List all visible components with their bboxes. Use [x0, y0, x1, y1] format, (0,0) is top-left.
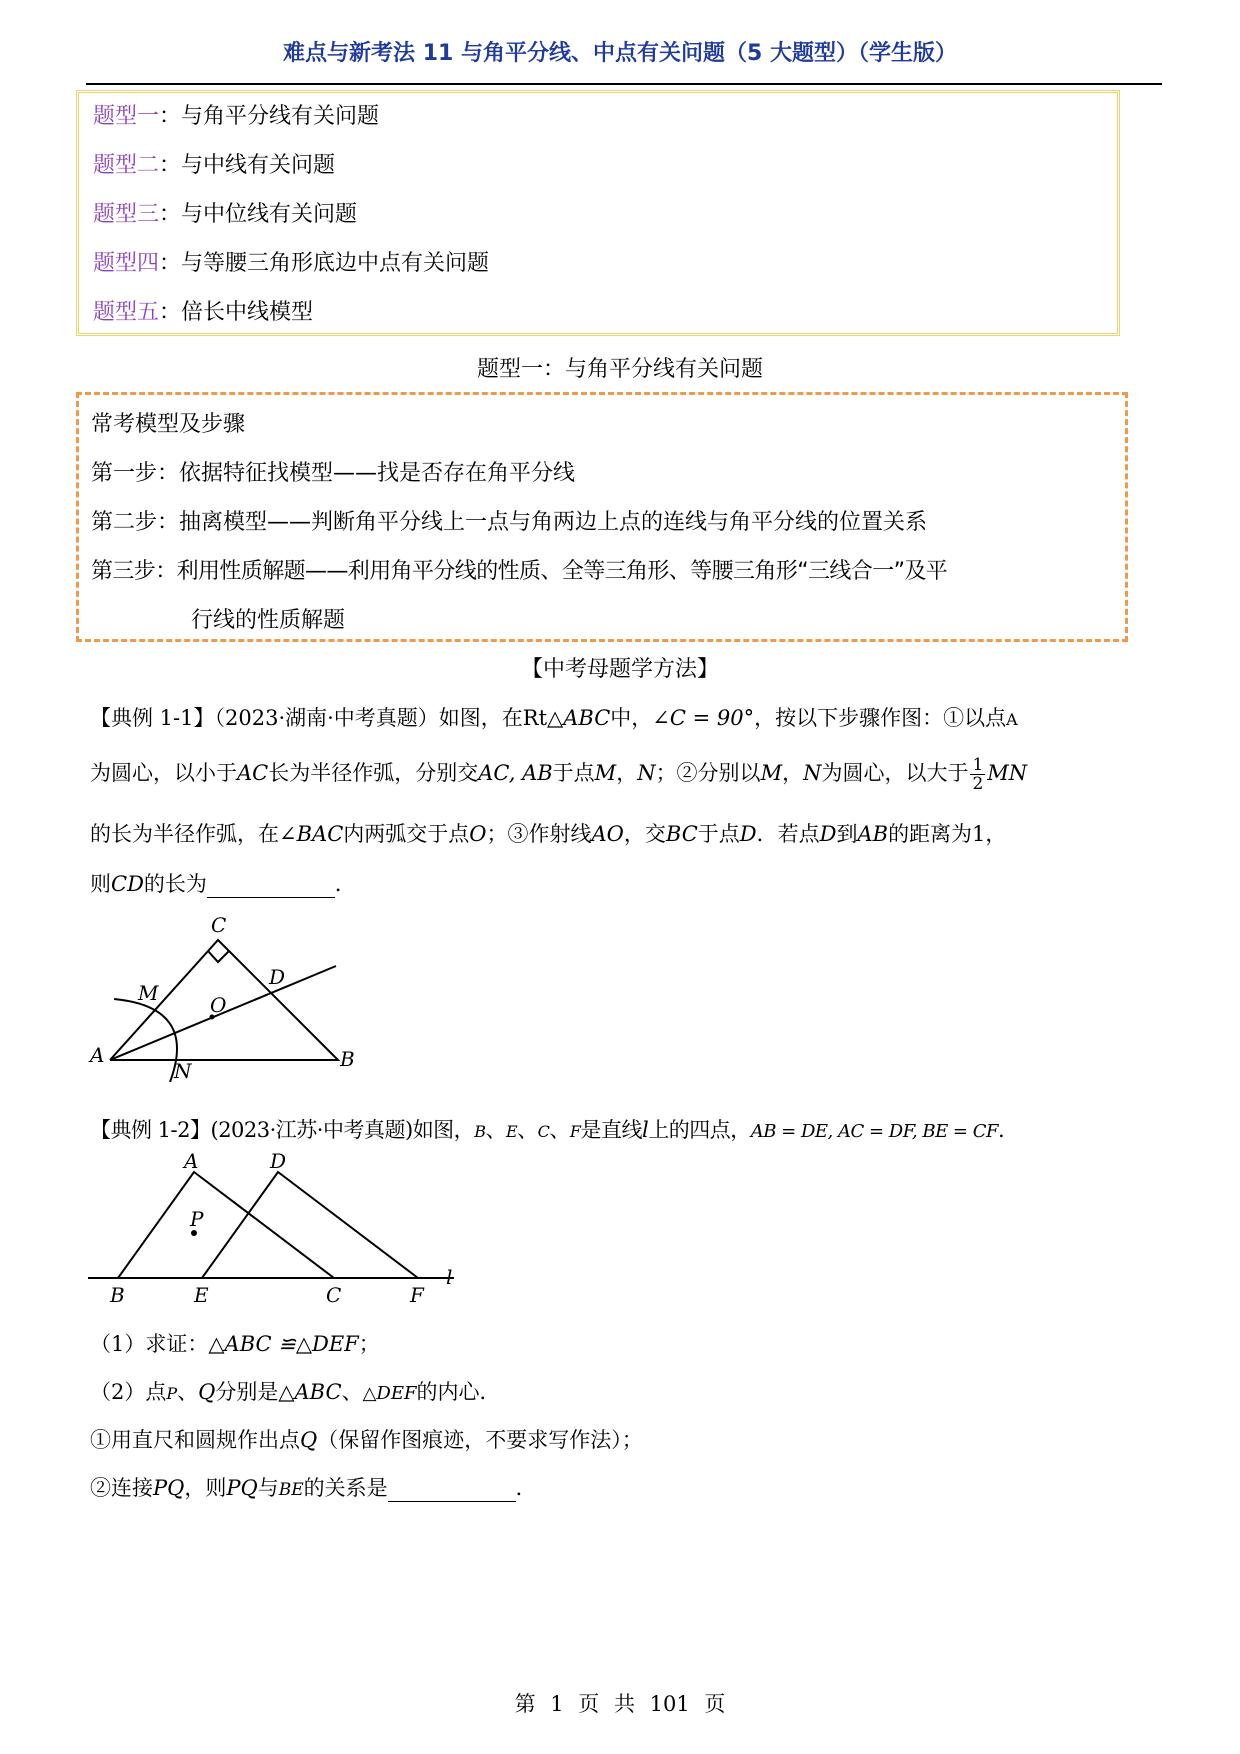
text: 的关系是 — [303, 1476, 388, 1500]
toc-tag: 题型三 — [93, 202, 160, 227]
example-source: （2023·湖南·中考真题） — [214, 706, 439, 730]
math: O — [469, 822, 487, 846]
example-1-2-q2-part1 — [90, 1424, 643, 1454]
math: △ABC — [278, 1380, 342, 1404]
example-1-1-line3 — [90, 818, 1006, 848]
math: Q — [198, 1380, 216, 1404]
text: 、 — [177, 1380, 199, 1404]
text: 的长为 — [143, 872, 207, 896]
answer-blank — [207, 875, 335, 898]
math: BC — [665, 822, 698, 846]
example-1-2-line1 — [90, 1114, 1004, 1144]
text: 的内心． — [416, 1380, 501, 1404]
example-1-1-line4 — [90, 868, 356, 898]
math: F — [569, 1122, 581, 1141]
toc-text: 与中位线有关问题 — [181, 202, 358, 227]
text: 内两弧交于点 — [343, 822, 470, 846]
math: D — [739, 822, 757, 846]
text: 、 — [549, 1118, 570, 1142]
text: ①用直尺和圆规作出点 — [90, 1428, 300, 1452]
text: 上的四点， — [648, 1118, 751, 1142]
text: 的距离为1， — [888, 822, 1007, 846]
text: ； — [358, 1332, 380, 1356]
math: CD — [111, 872, 144, 896]
math: D — [819, 822, 837, 846]
steps-heading: 常考模型及步骤 — [91, 412, 246, 437]
example-1-1-line1 — [90, 702, 1018, 732]
math: AB — [857, 822, 889, 846]
math: M — [594, 761, 617, 785]
text: （2）点 — [90, 1380, 167, 1404]
text: 为圆心，以大于 — [821, 761, 969, 785]
math: MN — [987, 761, 1028, 785]
example-1-1-line2 — [90, 756, 1027, 793]
section-title: 题型一：与角平分线有关问题 — [476, 357, 763, 382]
text: 于点 — [697, 822, 740, 846]
text: ， — [616, 761, 638, 785]
text: ． — [334, 872, 356, 896]
text: 到 — [836, 822, 858, 846]
method-title: 【中考母题学方法】 — [520, 657, 719, 682]
page-number: 第 1 页 共 101 页 — [514, 1692, 726, 1716]
text: 是直线 — [580, 1118, 642, 1142]
label-l: l — [446, 1265, 453, 1289]
example-label: 【典例 1-2】 — [90, 1118, 211, 1142]
triangle-abc — [118, 1172, 334, 1278]
example-1-2-q2 — [90, 1376, 500, 1406]
text: 则 — [90, 872, 111, 896]
label-c: C — [326, 1283, 342, 1307]
label-o: O — [210, 993, 227, 1017]
label-f: F — [410, 1283, 424, 1307]
text: ，按以下步骤作图：①以点 — [754, 706, 1007, 730]
toc-item — [93, 148, 335, 179]
text: ． — [515, 1476, 537, 1500]
example-1-2-q1 — [90, 1328, 380, 1358]
math: ∠C = 90° — [652, 706, 755, 730]
math: C — [537, 1122, 550, 1141]
math: PQ — [226, 1476, 258, 1500]
text: . — [998, 1118, 1005, 1142]
text: ，则 — [184, 1476, 227, 1500]
text: 中， — [610, 706, 653, 730]
question-type-list — [76, 90, 1120, 336]
toc-item — [93, 99, 379, 130]
triangle-figure-1 — [80, 912, 360, 1082]
math: BE — [278, 1480, 304, 1500]
label-a: A — [90, 1043, 105, 1067]
text: 如图， — [412, 1118, 475, 1142]
steps-box — [76, 392, 1128, 642]
toc-text: 与等腰三角形底边中点有关问题 — [181, 251, 490, 276]
page-title: 难点与新考法 11 与角平分线、中点有关问题（5 大题型）（学生版） — [283, 41, 957, 66]
text: 于点 — [552, 761, 595, 785]
text: （保留作图痕迹，不要求写作法）； — [317, 1428, 643, 1452]
header-rule — [86, 83, 1162, 85]
math: N — [803, 761, 822, 785]
text: 、 — [485, 1118, 506, 1142]
text: 与 — [257, 1476, 279, 1500]
text: ；②分别以 — [655, 761, 761, 785]
text: A — [1006, 710, 1018, 729]
math: ABC — [563, 706, 611, 730]
label-d: D — [270, 1150, 287, 1173]
math: AC, AB — [478, 761, 553, 785]
step-line: 第三步：利用性质解题——利用角平分线的性质、全等三角形、等腰三角形“三线合一”及平 — [91, 559, 948, 584]
fraction-denominator: 2 — [972, 774, 984, 794]
math: l — [642, 1118, 649, 1142]
text: 、 — [341, 1380, 363, 1404]
math: B — [474, 1122, 486, 1141]
label-c: C — [211, 913, 227, 937]
text: （1）求证： — [90, 1332, 209, 1356]
math: M — [760, 761, 783, 785]
text: 的长为半径作弧，在 — [90, 822, 279, 846]
toc-item — [93, 295, 313, 326]
toc-sep: ： — [159, 202, 182, 227]
toc-text: 与角平分线有关问题 — [181, 104, 380, 129]
example-source: (2023·江苏·中考真题) — [210, 1118, 413, 1142]
label-a: A — [184, 1150, 199, 1173]
toc-item — [93, 197, 357, 228]
math: AC — [237, 761, 269, 785]
text: Rt△ — [522, 706, 564, 730]
math: N — [637, 761, 656, 785]
text: 为圆心，以小于 — [90, 761, 237, 785]
math: △ABC ≌△DEF — [208, 1332, 359, 1356]
text: 长为半径作弧，分别交 — [268, 761, 479, 785]
toc-tag: 题型一 — [93, 104, 160, 129]
toc-sep: ： — [159, 153, 182, 178]
arc-mn — [114, 999, 177, 1082]
example-1-2-q2-part2 — [90, 1472, 537, 1502]
triangles-figure-2 — [84, 1150, 464, 1310]
toc-tag: 题型四 — [93, 251, 160, 276]
toc-text: 倍长中线模型 — [181, 300, 314, 325]
answer-blank — [388, 1479, 516, 1502]
text: 如图，在 — [438, 706, 523, 730]
text: ， — [782, 761, 804, 785]
right-angle-mark — [208, 951, 229, 962]
fraction — [970, 756, 985, 793]
math: △DEF — [362, 1383, 417, 1404]
label-b: B — [110, 1283, 125, 1307]
step-line: 行线的性质解题 — [191, 608, 346, 633]
label-n: N — [174, 1059, 192, 1082]
label-p: P — [190, 1207, 204, 1231]
text: ②连接 — [90, 1476, 153, 1500]
math: AB = DE, AC = DF, BE = CF — [750, 1121, 998, 1142]
text: ．若点 — [756, 822, 820, 846]
toc-item — [93, 246, 489, 277]
toc-sep: ： — [159, 104, 182, 129]
toc-text: 与中线有关问题 — [181, 153, 336, 178]
toc-tag: 题型二 — [93, 153, 160, 178]
toc-sep: ： — [159, 300, 182, 325]
label-m: M — [138, 981, 159, 1005]
text: 分别是 — [215, 1380, 279, 1404]
toc-tag: 题型五 — [93, 300, 160, 325]
label-d: D — [269, 965, 286, 989]
triangle-def — [202, 1172, 418, 1278]
text: ，交 — [623, 822, 666, 846]
text: ；③作射线 — [486, 822, 592, 846]
step-line: 第一步：依据特征找模型——找是否存在角平分线 — [91, 461, 576, 486]
step-line: 第二步：抽离模型——判断角平分线上一点与角两边上点的连线与角平分线的位置关系 — [91, 510, 928, 535]
math: Q — [300, 1428, 318, 1452]
math: E — [505, 1122, 518, 1141]
fraction-numerator: 1 — [972, 755, 984, 775]
math: AO — [591, 822, 624, 846]
math: P — [166, 1384, 178, 1403]
toc-sep: ： — [159, 251, 182, 276]
text: 、 — [517, 1118, 538, 1142]
label-e: E — [194, 1283, 209, 1307]
example-label: 【典例 1-1】 — [90, 706, 215, 730]
label-b: B — [340, 1047, 355, 1071]
math: PQ — [153, 1476, 185, 1500]
math: ∠BAC — [279, 822, 344, 846]
